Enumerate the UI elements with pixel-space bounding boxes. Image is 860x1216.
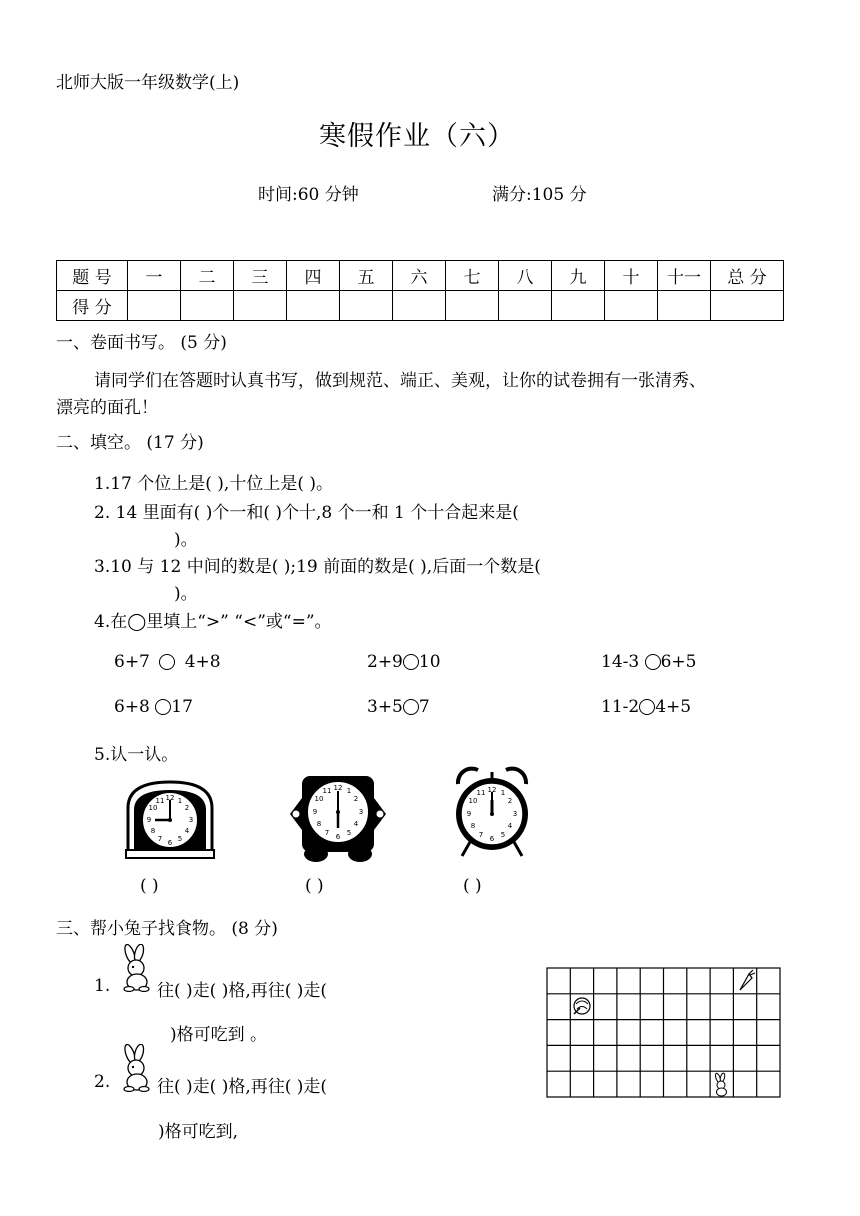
compare-right: 6+5 (660, 652, 697, 672)
compare-right: 17 (171, 697, 193, 717)
score-input-cell[interactable] (234, 291, 287, 321)
svg-text:9: 9 (312, 808, 318, 816)
clock2-answer-blank[interactable]: ( ) (305, 876, 324, 896)
svg-text:3: 3 (358, 808, 364, 816)
rabbit-icon (714, 1073, 726, 1096)
compare-left: 6+7 (114, 652, 150, 672)
cabbage-icon (574, 998, 590, 1014)
page-title: 寒假作业（六） (319, 121, 515, 152)
table-cell: 一 (128, 261, 181, 291)
question-5: 5.认一认。 (94, 745, 179, 765)
compare-circle-blank[interactable] (403, 654, 419, 670)
compare-right: 4+8 (184, 652, 221, 672)
score-input-cell[interactable] (552, 291, 605, 321)
svg-text:3: 3 (512, 810, 518, 818)
score-table-score-row (57, 291, 784, 321)
svg-text:2: 2 (507, 797, 513, 805)
table-cell: 七 (446, 261, 499, 291)
svg-text:9: 9 (466, 810, 472, 818)
problem2-text: 往( )走( )格,再往( )走( (157, 1077, 328, 1097)
svg-text:5: 5 (177, 835, 183, 843)
svg-text:10: 10 (314, 795, 324, 803)
score-input-cell[interactable] (711, 291, 784, 321)
compare-right: 4+5 (655, 697, 692, 717)
svg-text:10: 10 (148, 804, 158, 812)
compare-circle-blank[interactable] (155, 699, 171, 715)
carrot-icon (740, 970, 755, 990)
compare-right: 7 (418, 697, 430, 717)
compare-circle-blank[interactable] (403, 699, 419, 715)
section1-text-line1: 请同学们在答题时认真书写，做到规范、端正、美观，让你的试卷拥有一张清秀、 (94, 371, 706, 391)
problem1-text: 往( )走( )格,再往( )走( (157, 981, 328, 1001)
svg-text:1: 1 (177, 797, 183, 805)
rabbit-icon (118, 1044, 154, 1092)
edition-label: 北师大版一年级数学(上) (56, 73, 240, 93)
table-cell: 九 (552, 261, 605, 291)
svg-text:9: 9 (146, 816, 152, 824)
compare-item (114, 652, 221, 672)
svg-text:12: 12 (333, 784, 343, 792)
svg-text:7: 7 (324, 829, 330, 837)
score-input-cell[interactable] (340, 291, 393, 321)
svg-text:8: 8 (316, 820, 322, 828)
mantel-clock-icon (124, 778, 216, 860)
table-cell: 二 (181, 261, 234, 291)
clock1-answer-blank[interactable]: ( ) (140, 876, 159, 896)
compare-item (367, 652, 441, 672)
compare-item (114, 697, 193, 717)
score-input-cell[interactable] (446, 291, 499, 321)
svg-text:12: 12 (487, 786, 497, 794)
compare-item (367, 697, 430, 717)
clock3-answer-blank[interactable]: ( ) (463, 876, 482, 896)
question-1: 1.17 个位上是( ),十位上是( )。 (94, 474, 333, 494)
section1-heading: 一、卷面书写。 (5 分) (56, 333, 227, 353)
svg-text:4: 4 (353, 820, 359, 828)
svg-text:5: 5 (500, 831, 506, 839)
problem1-tail: )格可吃到 。 (170, 1025, 268, 1045)
question-2-line1: 2. 14 里面有( )个一和( )个十,8 个一和 1 个十合起来是( (94, 503, 519, 523)
svg-text:7: 7 (157, 835, 163, 843)
table-cell: 题 号 (57, 261, 128, 291)
score-input-cell[interactable] (499, 291, 552, 321)
svg-text:11: 11 (322, 787, 332, 795)
svg-text:7: 7 (478, 831, 484, 839)
score-input-cell[interactable] (181, 291, 234, 321)
compare-circle-blank[interactable] (159, 654, 175, 670)
full-score: 满分:105 分 (492, 185, 587, 205)
score-input-cell[interactable] (658, 291, 711, 321)
problem2-number: 2. (94, 1072, 111, 1092)
svg-text:8: 8 (470, 822, 476, 830)
compare-circle-blank[interactable] (639, 699, 655, 715)
section3-heading: 三、帮小兔子找食物。 (8 分) (56, 919, 278, 939)
table-cell: 四 (287, 261, 340, 291)
question-4: 4.在◯里填上“>” “<”或“=”。 (94, 612, 332, 632)
table-cell: 十一 (658, 261, 711, 291)
svg-text:11: 11 (476, 789, 486, 797)
compare-left: 3+5 (367, 697, 403, 717)
svg-text:1: 1 (500, 789, 506, 797)
svg-text:6: 6 (335, 833, 341, 841)
svg-text:6: 6 (167, 839, 173, 847)
svg-text:3: 3 (188, 816, 194, 824)
score-input-cell[interactable] (128, 291, 181, 321)
score-table (56, 260, 784, 321)
svg-text:8: 8 (150, 827, 156, 835)
svg-text:5: 5 (346, 829, 352, 837)
svg-text:4: 4 (184, 827, 190, 835)
question-2-line2: )。 (174, 530, 198, 550)
svg-text:4: 4 (507, 822, 513, 830)
table-cell: 三 (234, 261, 287, 291)
svg-text:2: 2 (353, 795, 359, 803)
svg-text:6: 6 (489, 835, 495, 843)
score-input-cell[interactable] (605, 291, 658, 321)
compare-left: 2+9 (367, 652, 403, 672)
table-cell: 十 (605, 261, 658, 291)
svg-text:12: 12 (165, 794, 175, 802)
wall-clock-icon (288, 774, 388, 864)
section2-heading: 二、填空。 (17 分) (56, 433, 204, 453)
question-3-line1: 3.10 与 12 中间的数是( );19 前面的数是( ),后面一个数是( (94, 557, 541, 577)
compare-left: 14-3 (601, 652, 640, 672)
score-input-cell[interactable] (287, 291, 340, 321)
alarm-clock-icon (452, 764, 532, 860)
score-input-cell[interactable] (393, 291, 446, 321)
svg-text:10: 10 (468, 797, 478, 805)
compare-right: 10 (418, 652, 441, 672)
svg-text:1: 1 (346, 787, 352, 795)
svg-text:11: 11 (155, 797, 165, 805)
compare-left: 11-2 (601, 697, 640, 717)
svg-text:2: 2 (184, 804, 190, 812)
table-cell: 六 (393, 261, 446, 291)
compare-item (601, 697, 691, 717)
table-cell: 得 分 (57, 291, 128, 321)
compare-circle-blank[interactable] (645, 654, 661, 670)
problem1-number: 1. (94, 976, 111, 996)
table-cell: 五 (340, 261, 393, 291)
question-3-line2: )。 (174, 584, 198, 604)
compare-item (601, 652, 697, 672)
table-cell: 八 (499, 261, 552, 291)
rabbit-icon (118, 944, 154, 992)
section1-text-line2: 漂亮的面孔！ (56, 398, 158, 418)
path-grid (546, 967, 782, 1099)
problem2-tail: )格可吃到, (158, 1122, 239, 1142)
table-cell: 总 分 (711, 261, 784, 291)
score-table-header-row (57, 261, 784, 291)
time-limit: 时间:60 分钟 (258, 185, 359, 205)
compare-left: 6+8 (114, 697, 150, 717)
